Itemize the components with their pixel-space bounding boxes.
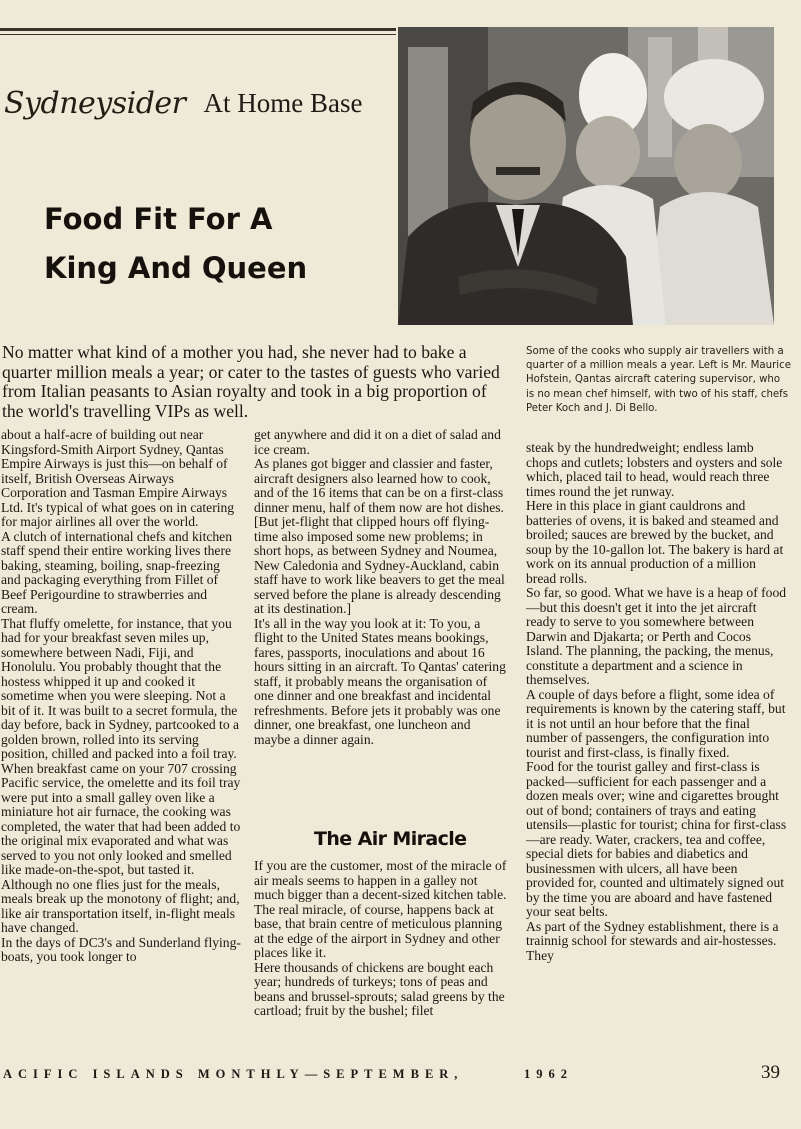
body-column-2-top: get anywhere and did it on a diet of salad and ice cream. As planes got bigger and classier and faster, aircraft designers also learned how to cook, and of the 16 items that can be on a first-class dinner menu, half of them now are hot dishes. [But jet-flight that clipped hours off flying-time also imposed some new problems; in short hops, as between Sydney and Noumea, New Caledonia and Sydney-Auckland, cabin staff have to work like beavers to get the meal served before the plane is already descending at its destination.] It's all in the way you look at it: To you, a flight to the United States means bookings, fares, passports, inoculations and about 16 hours sitting in an aircraft. To Qantas' catering staff, it probably means the organisation of one dinner and one breakfast and incidental refreshments. Before jets it probably was one dinner, one breakfast, one luncheon and maybe a dinner again. bbox=[254, 427, 506, 747]
section-subhead: The Air Miracle bbox=[314, 828, 467, 850]
kicker-script: Sydneysider bbox=[4, 86, 186, 121]
top-rule-thick bbox=[0, 28, 396, 31]
page-number: 39 bbox=[761, 1062, 780, 1083]
body-column-1: about a half-acre of building out near Kingsford-Smith Airport Sydney, Qantas Empire Airways is just this—on behalf of itself, British Overseas Airways Corporation and Tasman Empire Airways Ltd. It's typical of what goes on in catering for major airlines all over the world. A clutch of international chefs and kitchen staff spend their entire working lives there baking, steaming, boiling, snap-freezing and packaging everything from Fillet of Beef Perigourdine to strawberries and cream. That fluffy omelette, for instance, that you had for your breakfast seven miles up, somewhere between Nadi, Fiji, and Honolulu. You probably thought that the hostess whipped it up and cooked it sometime when you were sleeping. Not a bit of it. It was built to a secret formula, the day before, back in Sydney, partcooked to a golden brown, rolled into its serving position, chilled and packed into a foil tray. When breakfast came on your 707 crossing Pacific service, the omelette and its foil tray were put into a small galley oven like a miniature hot air furnace, the cooking was completed, the water that had been added to the original mix evaporated and what was served to you not only looked and smelled like made-on-the-spot, but tasted it. Although no one flies just for the meals, meals break up the monotony of flight; and, like air transportation itself, in-flight meals have changed. In the days of DC3's and Sunderland flying-boats, you took longer to bbox=[1, 427, 241, 964]
chefs-photo bbox=[398, 27, 774, 325]
body-column-3: steak by the hundredweight; endless lamb chops and cutlets; lobsters and oysters and sole which, placed tail to head, would reach three times round the jet runway. Here in this place in giant cauldrons and batteries of ovens, it is baked and steamed and broiled; sauces are brewed by the bucket, and soup by the 10-gallon lot. The bakery is hard at work on its annual production of a million bread rolls. So far, so good. What we have is a heap of food—but this doesn't get it into the jet aircraft ready to serve to you somewhere between Darwin and Djakarta; or Perth and Cocos Island. The planning, the packing, the menus, constitute a department and a science in themselves. A couple of days before a flight, some idea of requirements is known by the catering staff, but it is not until an hour before that the final number of passengers, the configuration into tourist and first-class, is finally fixed. Food for the tourist galley and first-class is packed—sufficient for each passenger and a dozen meals over; wine and cigarettes brought out of bond; containers of trays and eating utensils—plastic for tourist; china for first-class—are ready. Water, crackers, tea and coffee, special diets for babies and diabetics and businessmen with ulcers, all have been provided for, counted and ultimately signed out by the time you are aboard and have fastened your seat belts. As part of the Sydney establishment, there is a trainnig school for stewards and air-hostesses. They bbox=[526, 440, 787, 963]
footer-publication: ACIFIC ISLANDS MONTHLY—SEPTEMBER, bbox=[3, 1067, 464, 1081]
headline-line-1: Food Fit For A bbox=[44, 202, 273, 236]
photo-caption: Some of the cooks who supply air travellers with a quarter of a million meals a year. Left is Mr. Maurice Hofstein, Qantas aircraft catering supervisor, who is no mean chef himself, with two of his staff, chefs Peter Koch and J. Di Bello. bbox=[526, 346, 791, 414]
kicker-tail: At Home Base bbox=[203, 88, 363, 118]
headline-line-2: King And Queen bbox=[44, 251, 308, 285]
footer-year: 1962 bbox=[524, 1067, 573, 1081]
top-rule-thin bbox=[0, 34, 396, 35]
intro-deck: No matter what kind of a mother you had, she never had to bake a quarter million meals a year; or cater to the tastes of guests who varied from Italian peasants to Asian royalty and took in a big proportion of the world's travelling VIPs as well. bbox=[2, 342, 500, 421]
body-column-2-bottom: If you are the customer, most of the miracle of air meals seems to happen in a galley not much bigger than a decent-sized kitchen table. The real miracle, of course, happens back at base, that brain centre of meticulous planning at the edge of the airport in Sydney and other places like it. Here thousands of chickens are bought each year; hundreds of turkeys; tons of peas and beans and brussel-sprouts; salad greens by the cartload; fruit by the bushel; filet bbox=[254, 858, 507, 1018]
column-kicker bbox=[4, 86, 394, 132]
